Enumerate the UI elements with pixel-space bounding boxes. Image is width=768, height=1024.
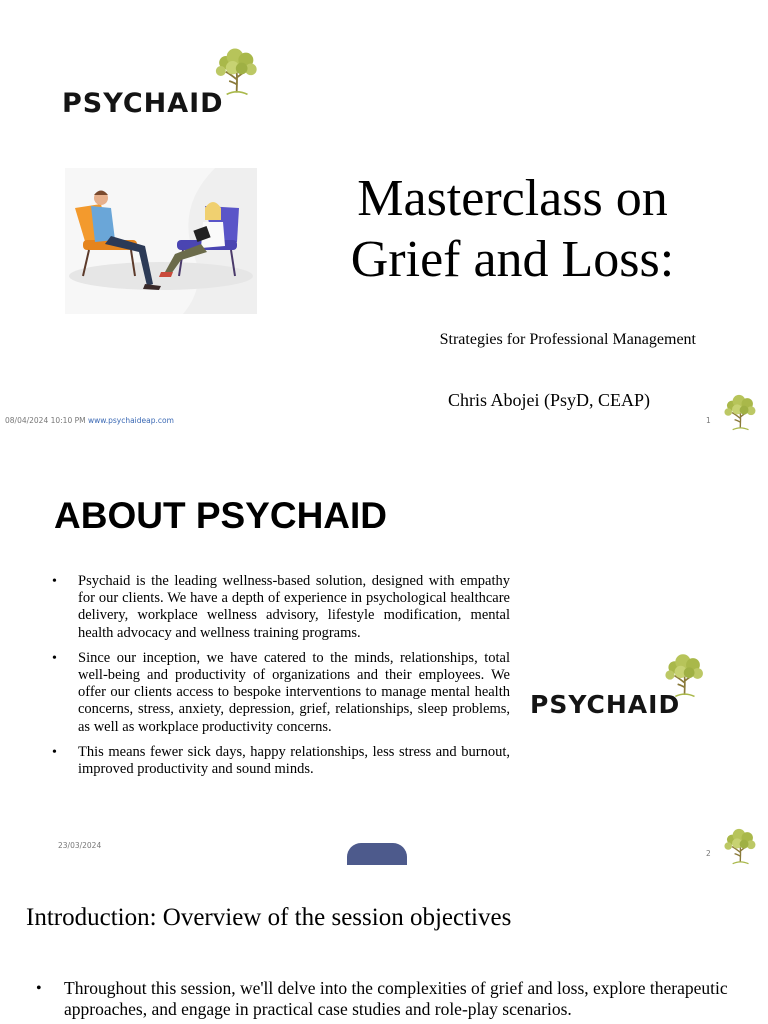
- footer-date: 23/03/2024: [58, 841, 102, 850]
- list-item: • Psychaid is the leading wellness-based solution, designed with empathy for our clients. We have a depth of experience in psychological healthcare delivery, workplace wellness advisory, lifestyle modification, mental health advocacy and wellness training programs.: [50, 573, 510, 642]
- list-item: • Since our inception, we have catered to the minds, relationships, total well-being and productivity of organizations and their employees. We offer our clients access to bespoke interventions to manage mental health concerns, stress, anxiety, depression, grief, relationships, sleep problems, as well as workplace productivity concerns.: [50, 650, 510, 736]
- title-line-2: Grief and Loss:: [350, 231, 675, 288]
- logo-text: PSYCHAID: [62, 88, 224, 119]
- psychaid-logo: [528, 650, 728, 720]
- logo-text: PSYCHAID: [530, 690, 681, 719]
- page-number: 1: [706, 416, 711, 425]
- list-item: • Throughout this session, we'll delve into the complexities of grief and loss, explore therapeutic approaches, and engage in practical case studies and role-play scenarios.: [34, 978, 734, 1020]
- therapy-session-illustration: [65, 168, 257, 314]
- bullet-list: [34, 978, 734, 1020]
- slide-2: [0, 440, 768, 865]
- psychaid-logo: [60, 44, 280, 124]
- presentation-subtitle: Strategies for Professional Management: [439, 331, 696, 348]
- navigation-tab[interactable]: [347, 843, 407, 865]
- slide-title: Introduction: Overview of the session objectives: [26, 904, 512, 931]
- list-item: • This means fewer sick days, happy relationships, less stress and burnout, improved productivity and sound minds.: [50, 744, 510, 778]
- presentation-title: [320, 168, 705, 290]
- bullet-list: [50, 573, 510, 786]
- tree-logo-icon: [716, 393, 762, 431]
- title-line-1: Masterclass on: [357, 170, 668, 227]
- tree-logo-icon: [716, 827, 762, 865]
- footer-date: 08/04/2024 10:10 PM: [5, 416, 86, 425]
- presenter-name: Chris Abojei (PsyD, CEAP): [447, 390, 650, 410]
- slide-3: [0, 865, 768, 1024]
- slide-1: [0, 0, 768, 440]
- slide-title: ABOUT PSYCHAID: [54, 495, 388, 536]
- page-number: 2: [706, 849, 711, 858]
- footer-url-link[interactable]: www.psychaideap.com: [88, 416, 174, 425]
